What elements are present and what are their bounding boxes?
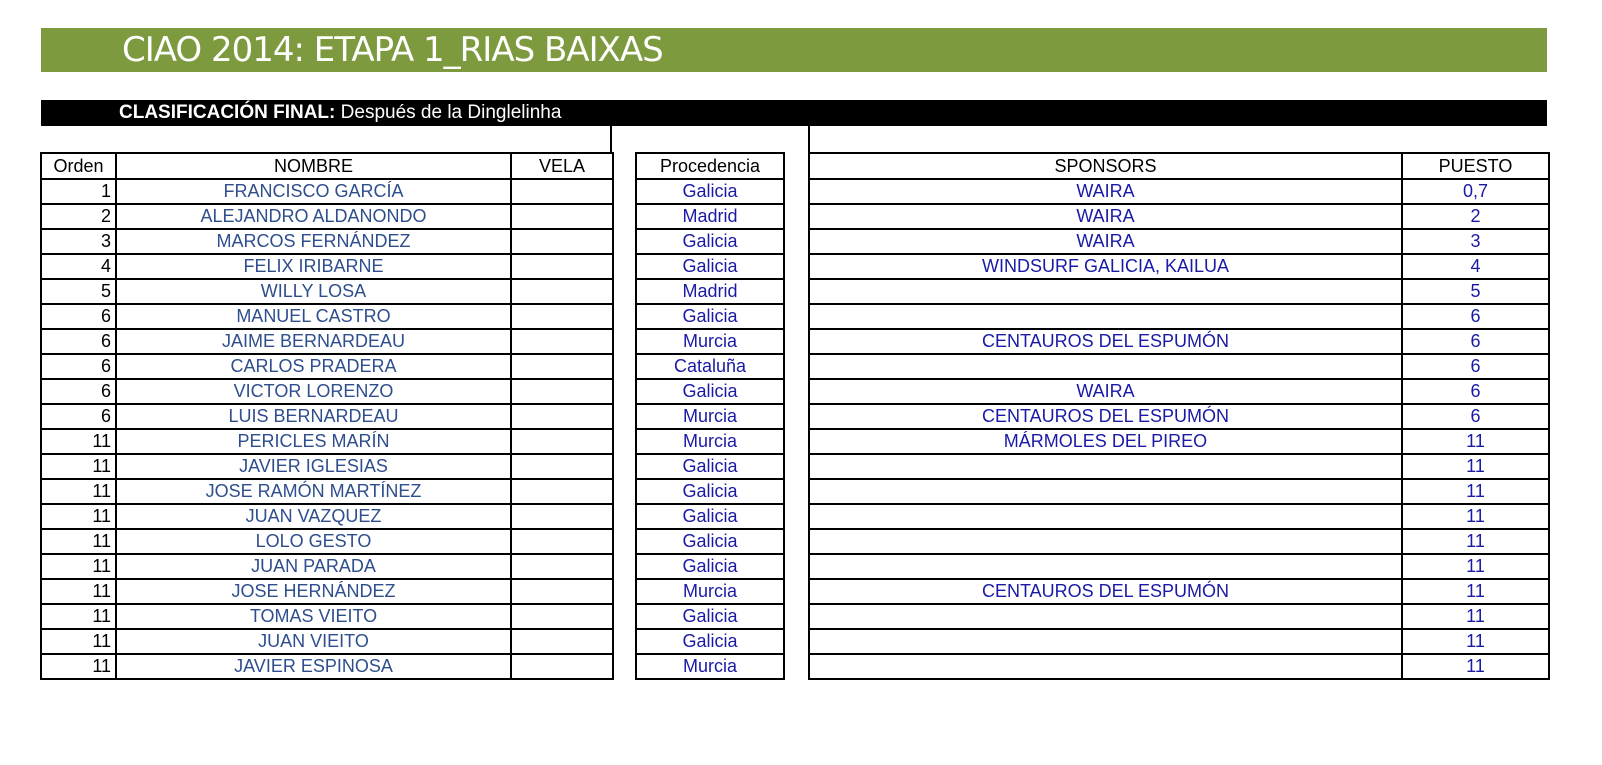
table-row bbox=[41, 229, 613, 254]
header-procedencia: Procedencia bbox=[636, 153, 784, 179]
subtitle-bold: CLASIFICACIÓN FINAL: bbox=[119, 102, 336, 123]
cell-orden: 11 bbox=[41, 554, 116, 579]
table-left bbox=[40, 152, 614, 680]
cell-procedencia: Galicia bbox=[636, 604, 784, 629]
cell-orden: 2 bbox=[41, 204, 116, 229]
cell-vela bbox=[511, 404, 613, 429]
table-row bbox=[636, 604, 784, 629]
cell-nombre: MANUEL CASTRO bbox=[116, 304, 511, 329]
cell-vela bbox=[511, 429, 613, 454]
cell-puesto: 11 bbox=[1402, 579, 1549, 604]
table-row bbox=[809, 379, 1549, 404]
table-row bbox=[809, 554, 1549, 579]
cell-procedencia: Cataluña bbox=[636, 354, 784, 379]
cell-puesto: 11 bbox=[1402, 429, 1549, 454]
cell-sponsors bbox=[809, 354, 1402, 379]
cell-orden: 11 bbox=[41, 604, 116, 629]
cell-puesto: 6 bbox=[1402, 379, 1549, 404]
cell-procedencia: Galicia bbox=[636, 454, 784, 479]
table-right-body bbox=[809, 153, 1549, 679]
table-row bbox=[41, 579, 613, 604]
cell-procedencia: Madrid bbox=[636, 204, 784, 229]
table-row bbox=[636, 204, 784, 229]
cell-nombre: MARCOS FERNÁNDEZ bbox=[116, 229, 511, 254]
table-header-row bbox=[809, 153, 1549, 179]
table-row bbox=[636, 229, 784, 254]
table-row bbox=[636, 279, 784, 304]
cell-procedencia: Galicia bbox=[636, 629, 784, 654]
cell-procedencia: Galicia bbox=[636, 529, 784, 554]
table-row bbox=[809, 629, 1549, 654]
subtitle bbox=[119, 100, 561, 126]
cell-procedencia: Galicia bbox=[636, 554, 784, 579]
cell-puesto: 6 bbox=[1402, 329, 1549, 354]
cell-sponsors bbox=[809, 479, 1402, 504]
cell-sponsors: WINDSURF GALICIA, KAILUA bbox=[809, 254, 1402, 279]
cell-sponsors: CENTAUROS DEL ESPUMÓN bbox=[809, 329, 1402, 354]
cell-puesto: 11 bbox=[1402, 654, 1549, 679]
table-row bbox=[41, 504, 613, 529]
table-row bbox=[636, 579, 784, 604]
table-row bbox=[636, 404, 784, 429]
cell-sponsors bbox=[809, 529, 1402, 554]
cell-puesto: 0,7 bbox=[1402, 179, 1549, 204]
title-bar bbox=[41, 28, 1547, 72]
table-row bbox=[809, 454, 1549, 479]
header-nombre: NOMBRE bbox=[116, 153, 511, 179]
table-row bbox=[809, 579, 1549, 604]
table-header-row bbox=[41, 153, 613, 179]
cell-orden: 11 bbox=[41, 479, 116, 504]
table-row bbox=[41, 354, 613, 379]
table-row bbox=[809, 529, 1549, 554]
cell-procedencia: Murcia bbox=[636, 329, 784, 354]
cell-vela bbox=[511, 204, 613, 229]
table-row bbox=[41, 604, 613, 629]
table-row bbox=[809, 654, 1549, 679]
cell-procedencia: Murcia bbox=[636, 429, 784, 454]
cell-procedencia: Galicia bbox=[636, 254, 784, 279]
cell-nombre: JOSE HERNÁNDEZ bbox=[116, 579, 511, 604]
cell-sponsors: CENTAUROS DEL ESPUMÓN bbox=[809, 579, 1402, 604]
cell-puesto: 4 bbox=[1402, 254, 1549, 279]
cell-vela bbox=[511, 529, 613, 554]
cell-vela bbox=[511, 254, 613, 279]
table-row bbox=[636, 454, 784, 479]
cell-vela bbox=[511, 304, 613, 329]
cell-orden: 11 bbox=[41, 454, 116, 479]
cell-sponsors: CENTAUROS DEL ESPUMÓN bbox=[809, 404, 1402, 429]
cell-procedencia: Galicia bbox=[636, 504, 784, 529]
cell-nombre: TOMAS VIEITO bbox=[116, 604, 511, 629]
table-row bbox=[636, 429, 784, 454]
table-row bbox=[41, 204, 613, 229]
cell-vela bbox=[511, 354, 613, 379]
cell-procedencia: Murcia bbox=[636, 404, 784, 429]
table-row bbox=[636, 254, 784, 279]
cell-orden: 11 bbox=[41, 429, 116, 454]
cell-vela bbox=[511, 329, 613, 354]
cell-orden: 11 bbox=[41, 654, 116, 679]
table-row bbox=[809, 204, 1549, 229]
table-row bbox=[809, 254, 1549, 279]
cell-vela bbox=[511, 579, 613, 604]
cell-procedencia: Galicia bbox=[636, 229, 784, 254]
table-row bbox=[41, 654, 613, 679]
cell-puesto: 6 bbox=[1402, 404, 1549, 429]
table-row bbox=[809, 304, 1549, 329]
cell-orden: 11 bbox=[41, 504, 116, 529]
cell-orden: 6 bbox=[41, 404, 116, 429]
table-middle bbox=[635, 152, 785, 680]
table-right bbox=[808, 152, 1550, 680]
cell-sponsors bbox=[809, 629, 1402, 654]
cell-puesto: 11 bbox=[1402, 554, 1549, 579]
table-row bbox=[809, 179, 1549, 204]
table-row bbox=[41, 179, 613, 204]
table-row bbox=[41, 254, 613, 279]
table-row bbox=[41, 404, 613, 429]
table-row bbox=[636, 179, 784, 204]
header-vela: VELA bbox=[511, 153, 613, 179]
cell-puesto: 11 bbox=[1402, 604, 1549, 629]
table-row bbox=[636, 654, 784, 679]
cell-sponsors bbox=[809, 504, 1402, 529]
table-row bbox=[809, 354, 1549, 379]
cell-sponsors bbox=[809, 654, 1402, 679]
cell-nombre: VICTOR LORENZO bbox=[116, 379, 511, 404]
cell-nombre: JUAN VIEITO bbox=[116, 629, 511, 654]
table-row bbox=[41, 554, 613, 579]
table-row bbox=[809, 329, 1549, 354]
table-row bbox=[809, 279, 1549, 304]
cell-orden: 6 bbox=[41, 304, 116, 329]
cell-vela bbox=[511, 479, 613, 504]
cell-sponsors bbox=[809, 554, 1402, 579]
cell-vela bbox=[511, 454, 613, 479]
cell-nombre: LUIS BERNARDEAU bbox=[116, 404, 511, 429]
cell-nombre: JOSE RAMÓN MARTÍNEZ bbox=[116, 479, 511, 504]
table-row bbox=[809, 504, 1549, 529]
cell-orden: 11 bbox=[41, 629, 116, 654]
cell-vela bbox=[511, 179, 613, 204]
cell-orden: 11 bbox=[41, 579, 116, 604]
cell-sponsors bbox=[809, 454, 1402, 479]
spacer-box-procedencia bbox=[610, 126, 810, 152]
table-left-body bbox=[41, 153, 613, 679]
cell-sponsors bbox=[809, 604, 1402, 629]
subtitle-bar bbox=[41, 100, 1547, 126]
cell-procedencia: Murcia bbox=[636, 654, 784, 679]
table-row bbox=[809, 479, 1549, 504]
cell-vela bbox=[511, 629, 613, 654]
cell-sponsors: MÁRMOLES DEL PIREO bbox=[809, 429, 1402, 454]
page-title: CIAO 2014: ETAPA 1_RIAS BAIXAS bbox=[122, 30, 663, 70]
table-row bbox=[636, 479, 784, 504]
cell-vela bbox=[511, 554, 613, 579]
table-row bbox=[41, 304, 613, 329]
cell-procedencia: Murcia bbox=[636, 579, 784, 604]
cell-puesto: 6 bbox=[1402, 304, 1549, 329]
table-row bbox=[809, 604, 1549, 629]
table-middle-body bbox=[636, 153, 784, 679]
cell-vela bbox=[511, 504, 613, 529]
header-orden: Orden bbox=[41, 153, 116, 179]
table-row bbox=[41, 529, 613, 554]
cell-procedencia: Galicia bbox=[636, 379, 784, 404]
cell-puesto: 11 bbox=[1402, 454, 1549, 479]
cell-orden: 1 bbox=[41, 179, 116, 204]
cell-nombre: LOLO GESTO bbox=[116, 529, 511, 554]
cell-orden: 3 bbox=[41, 229, 116, 254]
cell-nombre: JAVIER ESPINOSA bbox=[116, 654, 511, 679]
cell-procedencia: Galicia bbox=[636, 304, 784, 329]
table-header-row bbox=[636, 153, 784, 179]
cell-nombre: PERICLES MARÍN bbox=[116, 429, 511, 454]
cell-nombre: FELIX IRIBARNE bbox=[116, 254, 511, 279]
cell-orden: 11 bbox=[41, 529, 116, 554]
table-row bbox=[809, 429, 1549, 454]
cell-puesto: 2 bbox=[1402, 204, 1549, 229]
cell-sponsors: WAIRA bbox=[809, 204, 1402, 229]
cell-nombre: JAVIER IGLESIAS bbox=[116, 454, 511, 479]
cell-vela bbox=[511, 229, 613, 254]
subtitle-rest: Después de la Dinglelinha bbox=[340, 102, 562, 123]
cell-puesto: 11 bbox=[1402, 504, 1549, 529]
table-row bbox=[809, 404, 1549, 429]
table-row bbox=[41, 454, 613, 479]
table-row bbox=[636, 504, 784, 529]
cell-sponsors bbox=[809, 304, 1402, 329]
cell-sponsors: WAIRA bbox=[809, 179, 1402, 204]
cell-nombre: FRANCISCO GARCÍA bbox=[116, 179, 511, 204]
header-puesto: PUESTO bbox=[1402, 153, 1549, 179]
cell-nombre: JAIME BERNARDEAU bbox=[116, 329, 511, 354]
cell-puesto: 11 bbox=[1402, 629, 1549, 654]
cell-vela bbox=[511, 379, 613, 404]
table-row bbox=[41, 429, 613, 454]
cell-nombre: CARLOS PRADERA bbox=[116, 354, 511, 379]
cell-nombre: JUAN VAZQUEZ bbox=[116, 504, 511, 529]
cell-sponsors bbox=[809, 279, 1402, 304]
cell-puesto: 3 bbox=[1402, 229, 1549, 254]
table-row bbox=[41, 629, 613, 654]
table-row bbox=[636, 554, 784, 579]
cell-nombre: JUAN PARADA bbox=[116, 554, 511, 579]
cell-orden: 6 bbox=[41, 354, 116, 379]
cell-puesto: 11 bbox=[1402, 529, 1549, 554]
table-row bbox=[41, 479, 613, 504]
table-row bbox=[809, 229, 1549, 254]
table-row bbox=[636, 329, 784, 354]
cell-orden: 5 bbox=[41, 279, 116, 304]
cell-sponsors: WAIRA bbox=[809, 229, 1402, 254]
table-row bbox=[41, 329, 613, 354]
cell-orden: 6 bbox=[41, 329, 116, 354]
cell-nombre: WILLY LOSA bbox=[116, 279, 511, 304]
cell-vela bbox=[511, 604, 613, 629]
cell-puesto: 6 bbox=[1402, 354, 1549, 379]
table-row bbox=[41, 279, 613, 304]
table-row bbox=[636, 379, 784, 404]
table-row bbox=[636, 529, 784, 554]
cell-nombre: ALEJANDRO ALDANONDO bbox=[116, 204, 511, 229]
cell-procedencia: Galicia bbox=[636, 479, 784, 504]
header-sponsors: SPONSORS bbox=[809, 153, 1402, 179]
cell-orden: 4 bbox=[41, 254, 116, 279]
table-row bbox=[636, 354, 784, 379]
cell-puesto: 11 bbox=[1402, 479, 1549, 504]
cell-orden: 6 bbox=[41, 379, 116, 404]
cell-vela bbox=[511, 279, 613, 304]
table-row bbox=[636, 304, 784, 329]
cell-vela bbox=[511, 654, 613, 679]
cell-procedencia: Galicia bbox=[636, 179, 784, 204]
table-row bbox=[636, 629, 784, 654]
cell-puesto: 5 bbox=[1402, 279, 1549, 304]
cell-sponsors: WAIRA bbox=[809, 379, 1402, 404]
table-row bbox=[41, 379, 613, 404]
cell-procedencia: Madrid bbox=[636, 279, 784, 304]
